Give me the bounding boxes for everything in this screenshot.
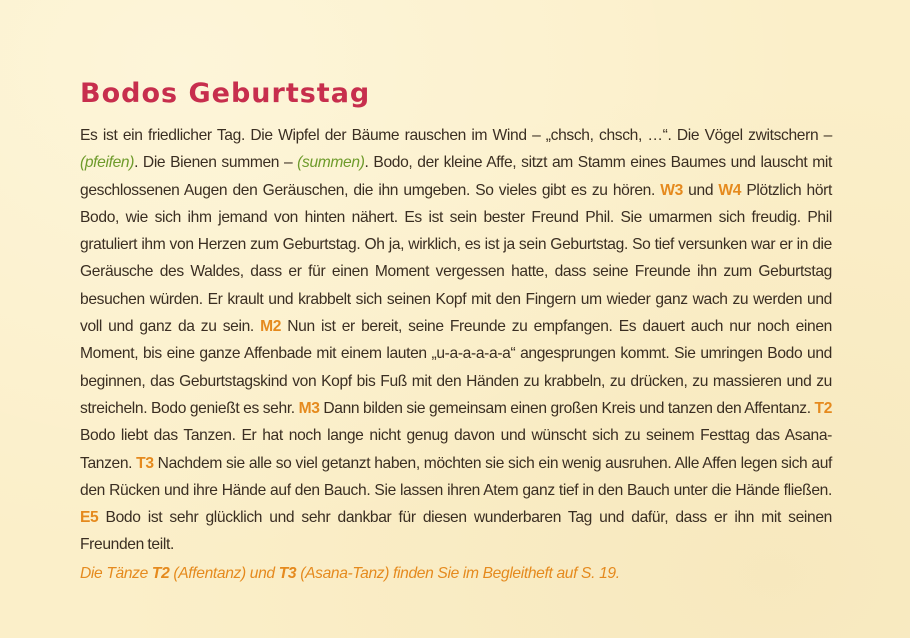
- story-segment: Plötzlich hört Bodo, wie sich ihm jemand von hinten nähert. Es ist sein bester Freund Phil. Sie umarmen sich freudig. Phil gratuliert ihm von Herzen zum Geburtstag. Oh ja, wirklich, es ist ja sein Geburtstag. So tief versunken war er in die Geräusche des Waldes, dass er für einen Moment vergessen hatte, dass seine Freunde ihn zum Geburtstag besuchen würden. Er krault und krabbelt sich seinen Kopf mit den Fingern um wieder ganz wach zu werden und voll und ganz da zu sein.: [80, 181, 832, 336]
- exercise-code-w4: W4: [718, 181, 742, 199]
- exercise-code-m3: M3: [298, 399, 320, 417]
- story-segment: . Die Bienen summen –: [134, 154, 298, 172]
- exercise-code-e5: E5: [80, 509, 99, 527]
- booklet-note: [80, 565, 620, 583]
- story-segment: Es ist ein friedlicher Tag. Die Wipfel der Bäume rauschen im Wind – „chsch, chsch, …“. Die Vögel zwitschern –: [80, 127, 832, 144]
- exercise-code-m2: M2: [260, 318, 282, 336]
- story-title: Bodos Geburtstag: [80, 78, 371, 109]
- story-segment: und: [682, 181, 719, 199]
- story-segment: . Bodo, der kleine Affe, sitzt am Stamm eines Baumes und lauscht mit geschlossenen Augen den Geräuschen, die ihn umgeben. So vieles gibt es zu hören.: [80, 154, 832, 199]
- story-segment: Bodo liebt das Tanzen. Er hat noch lange nicht genug davon und wünscht sich zu seinem Festtag das Asana-Tanzen.: [80, 427, 832, 472]
- note-segment: (Affentanz) und: [169, 565, 279, 582]
- exercise-code-w3: W3: [660, 181, 683, 199]
- story-segment: Nachdem sie alle so viel getanzt haben, möchten sie sich ein wenig ausruhen. Alle Affen legen sich auf den Rücken und ihre Hände auf den Bauch. Sie lassen ihren Atem ganz tief in den Bauch unter die Hände fließen.: [80, 454, 832, 499]
- note-code-t2: T2: [151, 565, 170, 582]
- sound-cue: (pfeifen): [80, 154, 135, 172]
- exercise-code-t2: T2: [814, 399, 833, 417]
- story-segment: Nun ist er bereit, seine Freunde zu empfangen. Es dauert auch nur noch einen Moment, bis eine ganze Affenbade mit einem lauten „u-a-a-a-a-a“ angesprungen kommt. Sie umringen Bodo und beginnen, das Geburtstagskind von Kopf bis Fuß mit den Händen zu krabbeln, zu drücken, zu massieren und zu streicheln. Bodo genießt es sehr.: [80, 318, 832, 417]
- sound-cue: (summen): [297, 154, 365, 172]
- note-code-t3: T3: [278, 565, 297, 582]
- story-segment: Dann bilden sie gemeinsam einen großen Kreis und tanzen den Affentanz.: [319, 399, 815, 417]
- story-segment: Bodo ist sehr glücklich und sehr dankbar für diesen wunderbaren Tag und dafür, dass er ihn mit seinen Freunden teilt.: [80, 509, 832, 554]
- note-segment: (Asana-Tanz) finden Sie im Begleitheft auf S. 19.: [296, 565, 620, 582]
- exercise-code-t3: T3: [136, 454, 154, 472]
- story-text: [80, 122, 832, 559]
- note-segment: Die Tänze: [80, 565, 152, 582]
